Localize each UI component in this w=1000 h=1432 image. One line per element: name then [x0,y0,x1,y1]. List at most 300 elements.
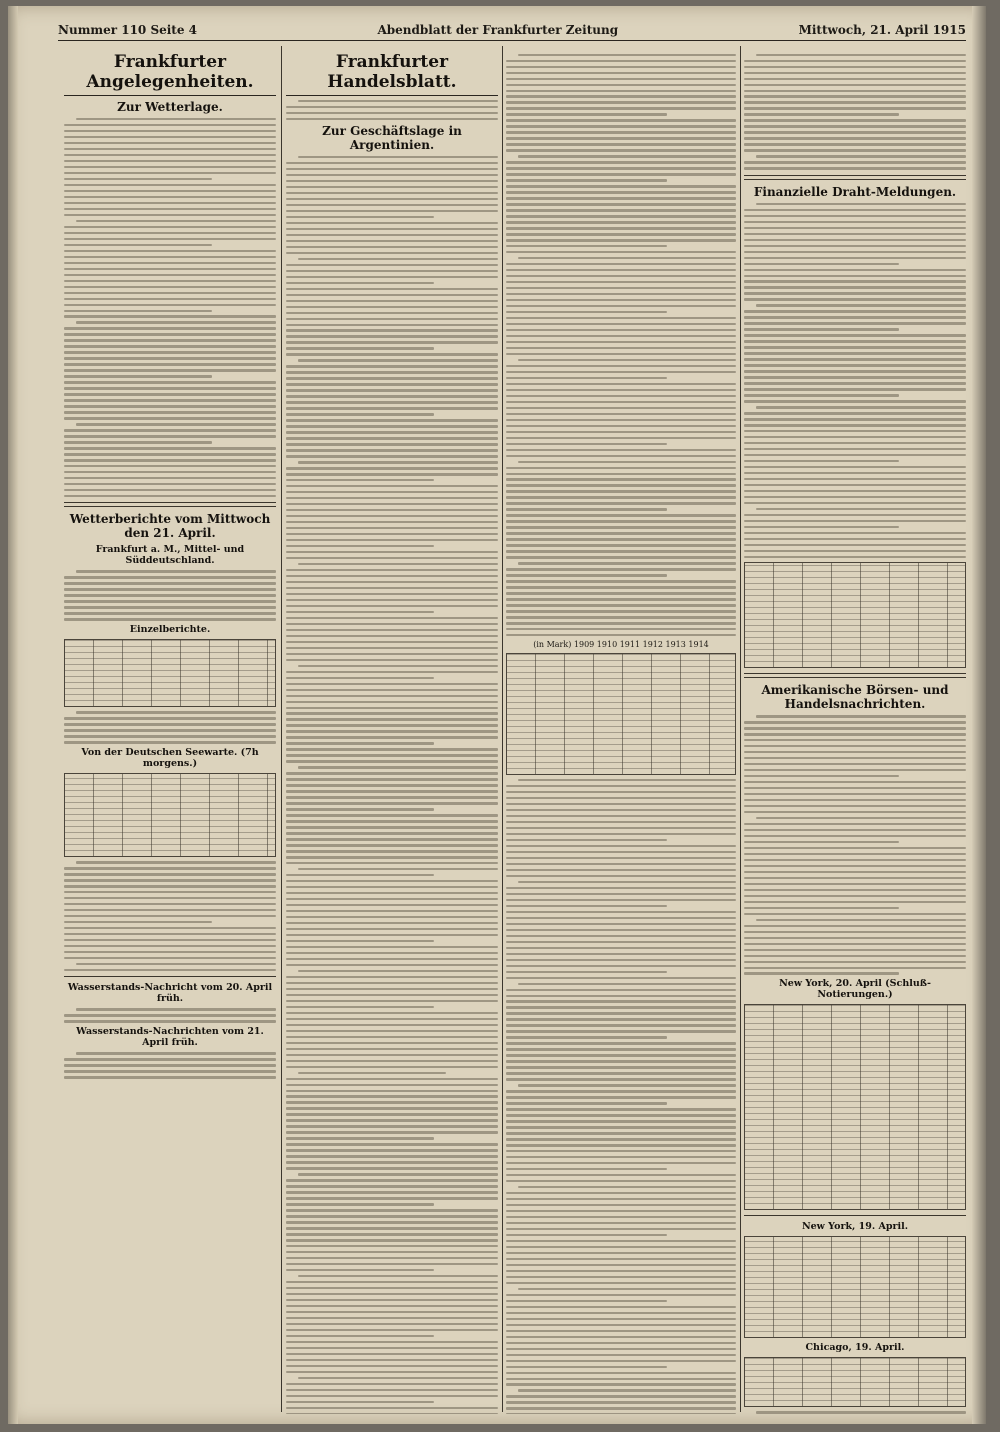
text-line [286,623,498,625]
text-line [286,593,498,595]
text-line [744,853,966,855]
text-line [744,346,966,348]
text-line [744,66,966,68]
article-body [64,118,276,497]
text-line [506,1324,736,1326]
text-line [286,234,498,236]
text-line [506,1348,736,1350]
text-line [286,437,498,439]
text-line [286,1305,498,1307]
text-line [286,826,498,828]
text-line [506,473,736,475]
text-line [744,901,966,903]
text-line [286,1066,498,1068]
text-line [286,892,498,894]
text-line [286,180,498,182]
text-line [286,1084,498,1086]
text-line [744,769,966,771]
ny-table-2 [744,1236,966,1338]
text-line [298,461,498,463]
text-line [286,934,498,936]
text-line [506,1282,736,1284]
text-line [744,131,966,133]
text-line [76,963,276,965]
column-commerce-continued [506,50,736,1414]
text-line [64,136,276,138]
text-line [744,847,966,849]
text-line [286,1018,498,1020]
text-line [506,1042,736,1044]
text-line [518,562,736,564]
text-line [506,1120,736,1122]
text-line [506,1222,736,1224]
text-line [506,1270,736,1272]
masthead [58,20,966,41]
section-heading: Frankfurter Handelsblatt. [286,52,498,96]
text-line [506,353,736,355]
text-line [64,154,276,156]
text-line [64,477,276,479]
newspaper-page [8,6,986,1424]
text-line [744,78,966,80]
station-notes [64,711,276,743]
text-line [64,1064,276,1066]
text-line [286,796,498,798]
text-line [286,1036,498,1038]
text-line [506,1132,736,1134]
water-text-2 [64,1052,276,1078]
imprint [744,1411,966,1414]
text-line [64,1014,276,1016]
text-line [744,275,966,277]
text-line [298,100,498,102]
text-line [506,1330,736,1332]
text-line [506,431,736,433]
text-line [744,60,966,62]
text-line [506,989,736,991]
text-line [64,310,212,312]
text-line [506,1150,736,1152]
text-line [64,618,276,620]
text-line [64,172,276,174]
text-line [506,1156,736,1158]
text-line [744,739,966,741]
text-line [506,1198,736,1200]
text-line [286,922,498,924]
text-line [506,1030,736,1032]
text-line [744,161,966,163]
text-line [286,671,498,673]
text-line [286,1167,498,1169]
text-line [286,982,498,984]
text-line [744,895,966,897]
text-line [506,502,736,504]
text-line [286,1090,498,1092]
text-line [744,496,966,498]
text-line [286,1060,498,1062]
text-line [506,953,736,955]
section-heading-2: Amerikanische Börsen- und Handelsnachrichten. [761,683,949,712]
text-line [64,1070,276,1072]
text-line [286,1131,498,1133]
text-line [64,357,276,359]
text-line [76,118,276,120]
text-line [286,599,498,601]
text-line [286,431,498,433]
text-line [506,1342,736,1344]
text-line [744,532,966,534]
text-line [286,874,434,876]
text-line [64,606,276,608]
text-line [744,955,966,957]
text-line [286,545,434,547]
text-line [506,1114,736,1116]
text-line [506,84,736,86]
text-line [506,1252,736,1254]
text-line [286,413,434,415]
text-line [518,1389,736,1391]
text-line [298,359,498,361]
text-line [286,527,498,529]
text-line [756,155,966,157]
text-line [286,1293,498,1295]
text-line [64,399,276,401]
text-line [506,1144,736,1146]
text-line [506,227,736,229]
text-line [506,538,736,540]
text-line [286,288,498,290]
text-line [286,425,498,427]
text-line [286,641,498,643]
text-line [286,946,498,948]
text-line [64,909,276,911]
text-line [286,677,434,679]
text-line [286,832,498,834]
text-line [506,95,736,97]
text-line [744,221,966,223]
text-line [506,161,736,163]
text-line [506,496,736,498]
text-line [286,264,498,266]
text-line [286,880,498,882]
text-line [286,844,498,846]
text-line [286,186,498,188]
text-line [744,448,966,450]
text-line [744,502,966,504]
text-line [64,933,276,935]
water-text [64,1008,276,1022]
text-line [76,321,276,323]
text-line [506,1372,736,1374]
text-line [518,257,736,259]
text-line [286,1395,498,1397]
text-line [506,1012,736,1014]
text-line [506,149,736,151]
text-line [64,130,276,132]
article-body [744,54,966,170]
text-line [286,551,498,553]
text-line [506,622,736,624]
text-line [286,1383,498,1385]
text-line [286,294,498,296]
text-line [506,1264,736,1266]
text-line [744,937,966,939]
text-line [286,473,498,475]
text-line [64,576,276,578]
text-line [744,113,899,115]
text-line [506,467,736,469]
text-line [64,244,212,246]
text-line [506,947,736,949]
text-line [64,363,276,365]
text-line [506,995,736,997]
text-line [286,575,498,577]
text-line [286,958,498,960]
text-line [286,118,498,120]
text-line [744,781,966,783]
text-line [64,723,276,725]
text-line [286,335,498,337]
text-line [286,850,498,852]
text-line [744,823,966,825]
text-line [286,270,498,272]
seewarte-heading: Von der Deutschen Seewarte. (7h morgens.) [81,747,259,770]
text-line [286,760,498,762]
text-line [506,113,667,115]
text-line [506,1174,736,1176]
text-line [64,274,276,276]
text-line [286,976,498,978]
text-line [506,917,736,919]
text-line [286,539,498,541]
text-line [64,160,276,162]
text-line [506,592,736,594]
text-line [518,461,736,463]
text-line [64,327,276,329]
text-line [64,495,276,497]
section-heading: Frankfurter Angelegenheiten. [64,52,276,96]
chicago-heading: Chicago, 19. April. [805,1342,905,1354]
text-line [744,871,966,873]
text-line [64,1020,276,1022]
text-line [506,959,736,961]
text-line [298,258,498,260]
text-line [744,352,966,354]
text-line [64,921,212,923]
text-line [286,318,498,320]
text-line [286,1335,434,1337]
weather-subheading: Frankfurt a. M., Mittel- und Süddeutschland. [95,544,245,567]
text-line [756,304,966,306]
text-line [286,689,498,691]
text-line [744,913,966,915]
text-line [744,280,966,282]
text-line [64,447,276,449]
text-line [286,1359,498,1361]
text-line [506,821,736,823]
text-line [64,190,276,192]
text-line [286,790,498,792]
section-notice [286,100,498,120]
text-line [286,952,498,954]
text-line [64,345,276,347]
text-line [64,939,276,941]
text-line [286,216,434,218]
bank-table [506,653,736,775]
text-line [506,371,736,373]
text-line [506,1072,736,1074]
text-line [506,1246,736,1248]
text-line [286,246,498,248]
page-binding [8,6,18,1424]
text-line [286,467,498,469]
text-line [286,1257,498,1259]
text-line [64,612,276,614]
text-line [744,811,966,813]
text-line [286,222,498,224]
text-line [64,951,276,953]
column-local-news [64,50,276,1414]
text-line [506,484,736,486]
text-line [286,1101,498,1103]
text-line [506,1216,736,1218]
text-line [286,1401,434,1403]
text-line [506,281,736,283]
text-line [506,311,667,313]
text-line [744,514,966,516]
text-line [286,503,498,505]
text-line [506,425,736,427]
text-line [744,490,966,492]
text-line [76,570,276,572]
text-line [286,712,498,714]
text-line [744,269,966,271]
text-line [744,877,966,879]
text-line [286,1179,498,1181]
text-line [744,149,966,151]
text-line [506,1312,736,1314]
text-line [506,1354,736,1356]
text-line [286,1137,434,1139]
text-line [286,886,498,888]
text-line [506,1401,736,1403]
text-line [744,961,966,963]
text-line [506,275,736,277]
text-line [506,827,736,829]
text-line [286,1227,498,1229]
text-line [744,949,966,951]
text-line [744,286,966,288]
text-line [286,401,498,403]
article-body [506,54,736,637]
text-line [506,1407,736,1409]
text-line [506,610,736,612]
text-line [64,262,276,264]
text-line [76,220,276,222]
text-line [286,1221,498,1223]
text-line [286,635,498,637]
text-line [744,143,966,145]
text-line [298,156,498,158]
text-line [744,257,966,259]
text-line [744,298,966,300]
text-line [518,155,736,157]
text-line [286,449,498,451]
text-line [506,347,736,349]
text-line [506,520,736,522]
text-line [506,965,736,967]
divider [64,976,276,977]
masthead-title: Abendblatt der Frankfurter Zeitung [377,23,619,37]
text-line [286,1000,498,1002]
text-line [506,1060,736,1062]
text-line [756,1411,966,1413]
text-line [506,455,736,457]
text-line [506,239,736,241]
text-line [506,191,736,193]
text-line [518,1186,736,1188]
text-line [756,919,966,921]
text-line [286,629,498,631]
text-line [286,683,498,685]
text-line [744,358,966,360]
text-line [286,353,498,355]
masthead-page-number: Nummer 110 Seite 4 [58,23,198,37]
text-line [506,1395,736,1397]
text-line [506,78,736,80]
text-line [286,210,498,212]
text-line [744,328,899,330]
text-line [286,748,498,750]
text-line [506,185,736,187]
text-line [286,1239,498,1241]
text-line [744,526,899,528]
text-line [744,310,966,312]
text-line [506,857,736,859]
text-line [286,1287,498,1289]
chicago-table [744,1357,966,1407]
text-line [506,1126,736,1128]
text-line [286,724,498,726]
text-line [506,1294,736,1296]
station-table [64,639,276,707]
text-line [506,137,736,139]
text-line [744,460,899,462]
text-line [506,1366,667,1368]
text-line [286,1042,498,1044]
text-line [744,442,966,444]
text-line [506,383,736,385]
text-line [64,226,276,228]
text-line [744,829,966,831]
text-line [506,905,667,907]
text-line [506,1036,667,1038]
text-line [286,1233,498,1235]
text-line [64,594,276,596]
text-line [506,215,736,217]
text-line [286,276,498,278]
text-line [506,1318,736,1320]
text-line [286,419,498,421]
text-line [506,634,736,636]
text-line [744,84,966,86]
article-body [286,156,498,1414]
text-line [286,1407,498,1409]
text-line [286,910,498,912]
text-line [506,167,736,169]
text-line [506,1228,736,1230]
text-line [506,508,667,510]
